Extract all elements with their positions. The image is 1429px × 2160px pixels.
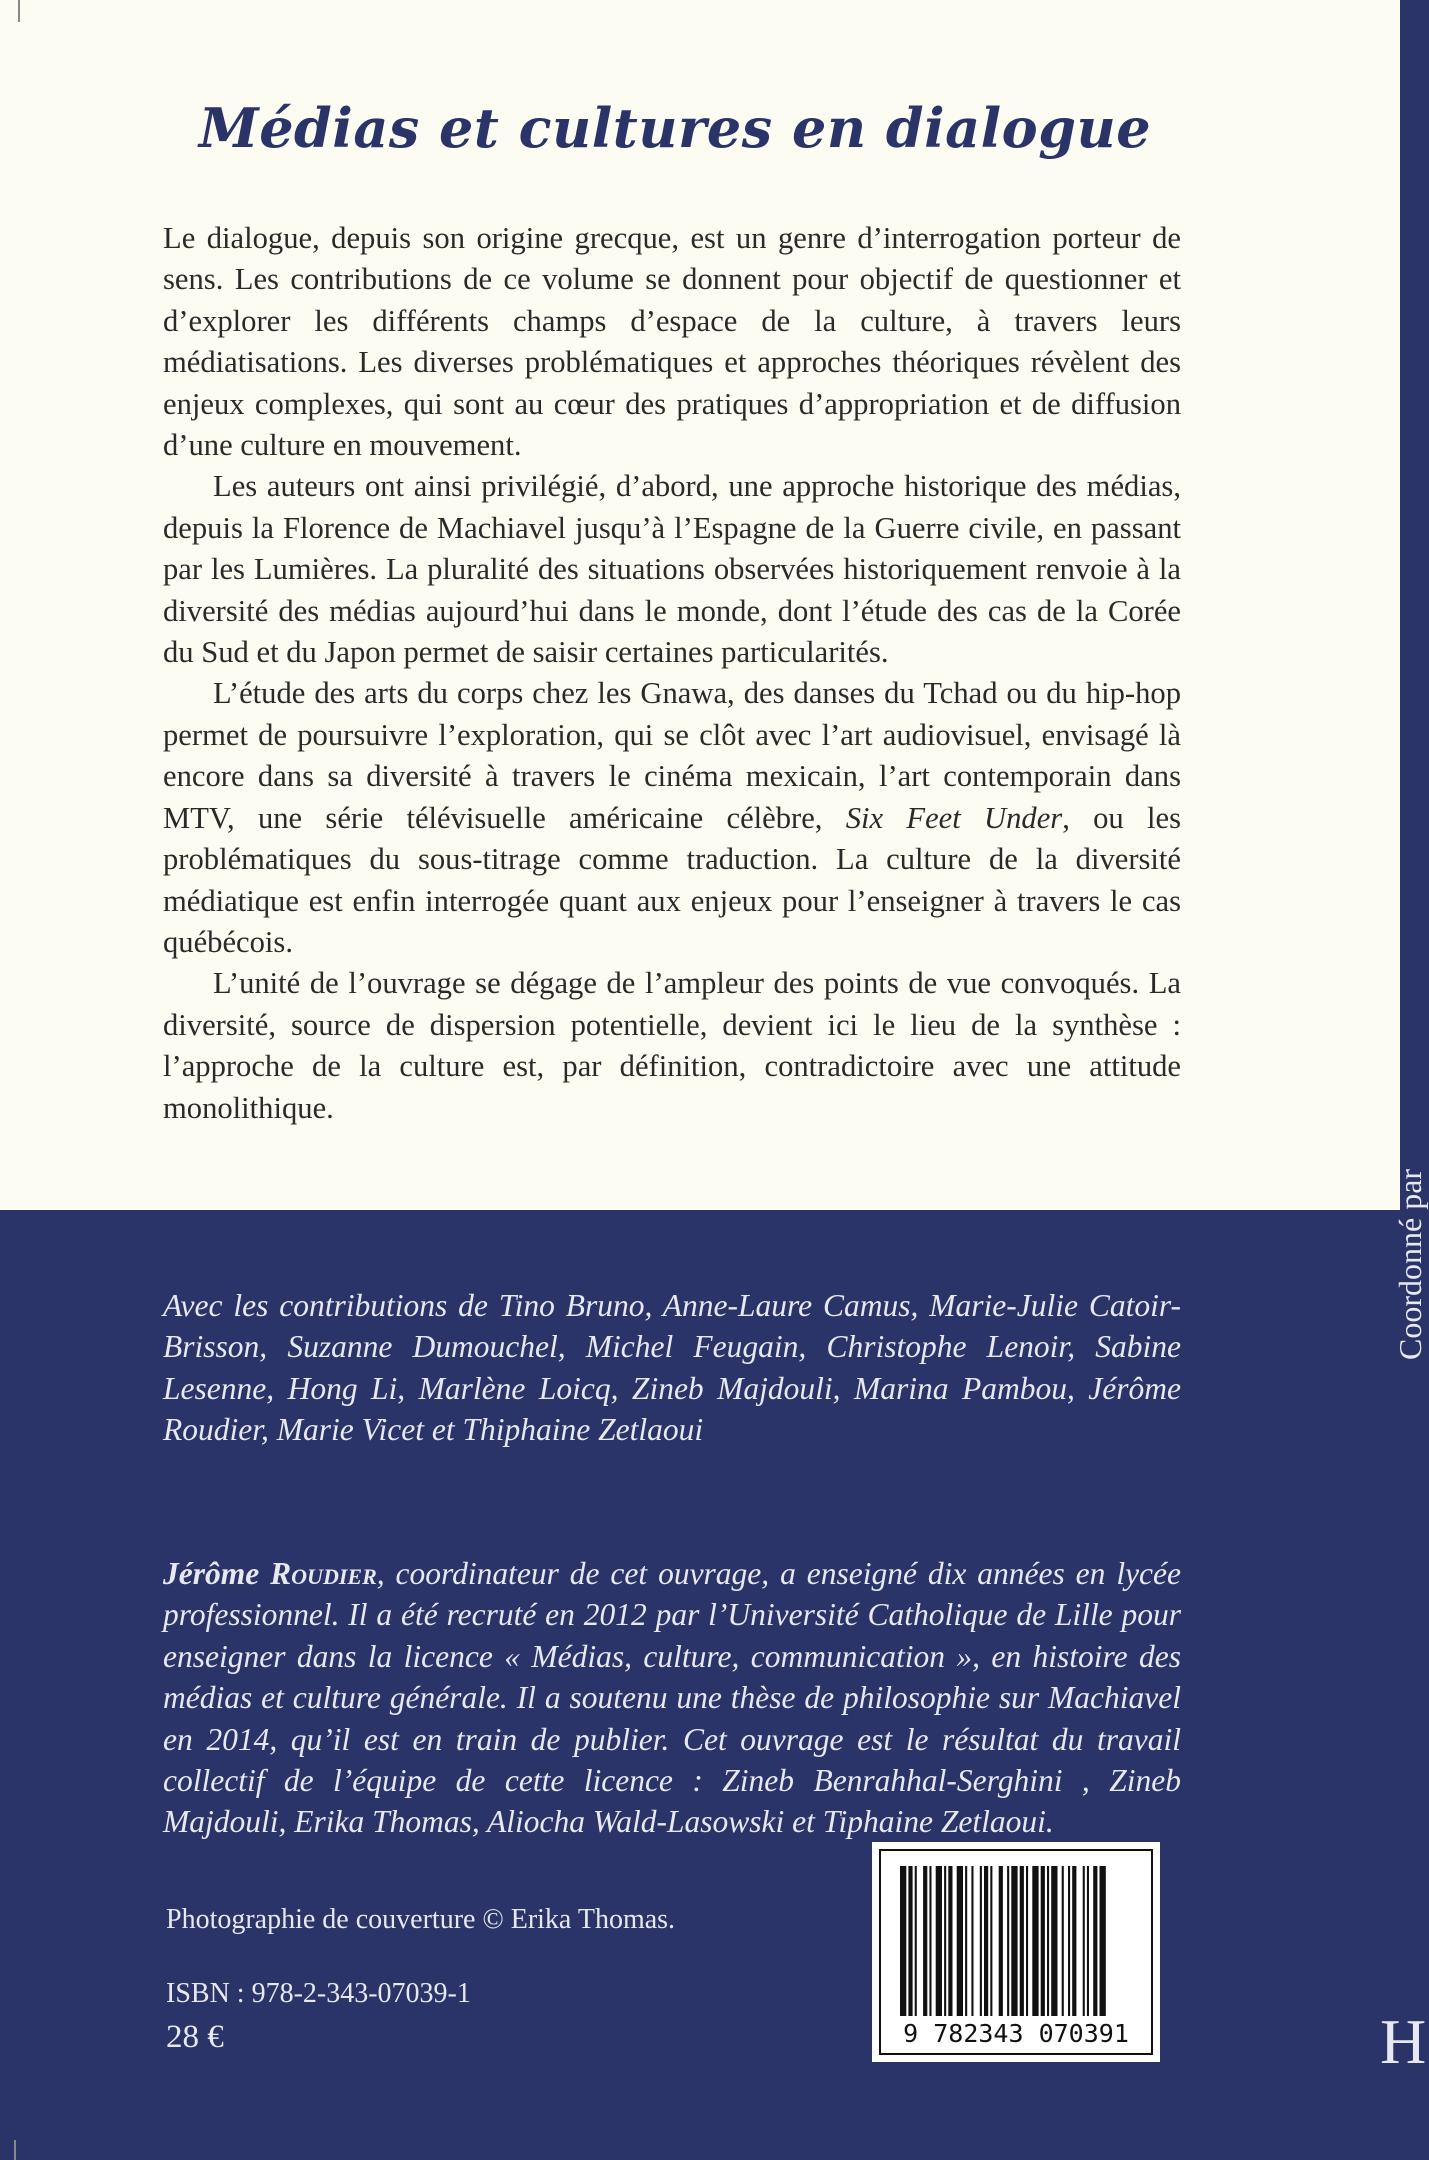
contributors-list: Avec les contributions de Tino Bruno, Anne-Laure Camus, Marie-Julie Catoir-Brisson, Suzanne Dumouchel, Michel Feugain, Christophe Lenoir, Sabine Lesenne, Hong Li, Marlène Loicq, Zineb Majdouli, Marina Pambou, Jérôme Roudier, Marie Vicet et Thiphaine Zetlaoui: [163, 1288, 1181, 1448]
barcode-bar: [948, 1866, 952, 2016]
barcode-bar: [923, 1866, 927, 2016]
summary-paragraph-4: L’unité de l’ouvrage se dégage de l’ampleur des points de vue convoqués. La diversité, source de dispersion potentielle, devient ici le lieu de la synthèse : l’approche de la culture est, par définition, contradictoire avec une attitude monolithique.: [163, 966, 1181, 1125]
barcode-bar: [957, 1866, 963, 2016]
barcode-graphic: [872, 1842, 1160, 2062]
barcode-bar: [1007, 1866, 1009, 2016]
barcode-bar: [908, 1866, 912, 2016]
barcode-bar: [1062, 1866, 1064, 2016]
barcode-bar: [971, 1866, 973, 2016]
barcode-bar: [1093, 1866, 1097, 2016]
barcode-bar: [980, 1866, 982, 2016]
barcode-bar: [1087, 1866, 1089, 2016]
author-last-name: Roudier: [270, 1556, 377, 1591]
crop-mark-top: [18, 0, 20, 22]
barcode-bar: [965, 1866, 967, 2016]
author-bio: [163, 1553, 1181, 1843]
barcode-bar: [929, 1866, 931, 2016]
barcode-bar: [944, 1866, 946, 2016]
barcode-bar: [1026, 1866, 1028, 2016]
photo-credit: Photographie de couverture © Erika Thomas.: [166, 1904, 676, 1935]
paragraph-3-text-a: L’étude des arts du corps chez les Gnawa, des danses du Tchad ou du hip-hop permet de poursuivre l’exploration, qui se clôt avec l’art audiovisuel, envisagé là encore dans sa diversité à travers le cinéma mexicain, l’art contemporain dans MTV, une série télévisuelle américaine célèbre,: [163, 676, 1181, 835]
barcode-bar: [990, 1866, 992, 2016]
spine-text: Coordonné par: [1392, 1168, 1428, 1360]
barcode-bar: [1083, 1866, 1085, 2016]
back-cover-summary: [163, 218, 1181, 1129]
barcode-bar: [999, 1866, 1003, 2016]
spine-publisher-letter: H: [1380, 2006, 1427, 2077]
book-title: Médias et cultures en dialogue: [198, 96, 1152, 160]
barcode-bar: [1068, 1866, 1070, 2016]
barcode-bar: [936, 1866, 942, 2016]
price: 28 €: [166, 2019, 224, 2055]
barcode-bar: [1072, 1866, 1076, 2016]
author-first-name: Jérôme: [163, 1556, 260, 1591]
summary-paragraph-2: Les auteurs ont ainsi privilégié, d’abord, une approche historique des médias, depuis la Florence de Machiavel jusqu’à l’Espagne de la Guerre civile, en passant par les Lumières. La pluralité des situations observées historiquement renvoie à la diversité des médias aujourd’hui dans le monde, dont l’étude des cas de la Corée du Sud et du Japon permet de saisir certaines particularités.: [163, 469, 1181, 670]
crop-mark-bottom: [14, 2140, 16, 2160]
barcode: [872, 1842, 1160, 2062]
barcode-bar: [1041, 1866, 1045, 2016]
barcode-digits: 9 782343 070391: [903, 2019, 1129, 2048]
barcode-bar: [1047, 1866, 1049, 2016]
barcode-bar: [1032, 1866, 1038, 2016]
barcode-bar: [900, 1866, 906, 2016]
author-bio-text: , coordinateur de cet ouvrage, a enseigné dix années en lycée professionnel. Il a été recruté en 2012 par l’Université Catholique de Lille pour enseigner dans la licence « Médias, culture, communication », en histoire des médias et culture générale. Il a soutenu une thèse de philosophie sur Machiavel en 2014, qu’il est en train de publier. Cet ouvrage est le résultat du travail collectif de l’équipe de cette licence : Zineb Benrahhal-Serghini , Zineb Majdouli, Erika Thomas, Aliocha Wald-Lasowski et Tiphaine Zetlaoui.: [163, 1556, 1182, 1840]
isbn: ISBN : 978-2-343-07039-1: [166, 1978, 471, 2009]
barcode-bar: [1011, 1866, 1017, 2016]
paragraph-3-text-b: , ou les problématiques du sous-titrage comme traduction. La culture de la diversité médiatique est enfin interrogée quant aux enjeux pour l’enseigner à travers le cas québécois.: [163, 800, 1181, 959]
summary-paragraph-1: Le dialogue, depuis son origine grecque, est un genre d’interrogation porteur de sens. Les contributions de ce volume se donnent pour objectif de questionner et d’explorer les différents champs d’espace de la culture, à travers leurs médiatisations. Les diverses problématiques et approches théoriques révèlent des enjeux complexes, qui sont au cœur des pratiques d’appropriation et de diffusion d’une culture en mouvement.: [163, 221, 1181, 463]
barcode-bar: [1051, 1866, 1057, 2016]
summary-paragraph-3: [163, 673, 1181, 963]
barcode-bar: [984, 1866, 988, 2016]
barcode-bar: [915, 1866, 917, 2016]
series-title: Six Feet Under: [845, 800, 1063, 835]
barcode-bar: [1020, 1866, 1024, 2016]
barcode-bar: [1100, 1866, 1106, 2016]
